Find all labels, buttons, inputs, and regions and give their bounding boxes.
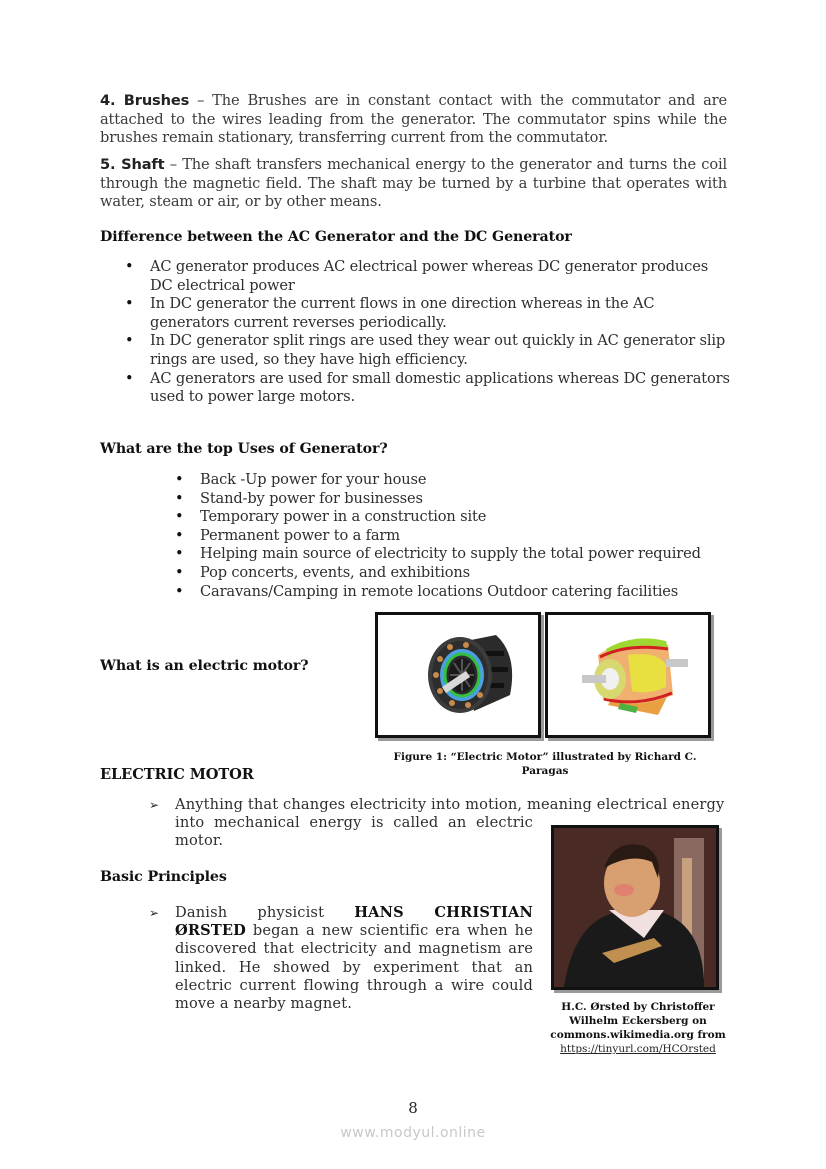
- shaft-paragraph: [100, 156, 727, 212]
- list-item: • Stand-by power for businesses: [175, 489, 423, 507]
- page-number: 8: [408, 1099, 418, 1117]
- motor-definition: ➢ Anything that changes electricity into motion, meaning electrical energy into mechanical energy is called an electric motor.: [149, 796, 725, 850]
- list-item: • AC generator produces AC electrical power whereas DC generator produces DC electrical power: [125, 258, 709, 294]
- difference-list: [125, 258, 730, 407]
- oersted-name: HANS CHRISTIAN ØRSTED: [175, 904, 533, 940]
- bullet-icon: •: [175, 582, 184, 600]
- basic-principles-heading: Basic Principles: [100, 869, 227, 885]
- bullet-icon: •: [125, 332, 134, 350]
- brushes-paragraph: [100, 92, 727, 148]
- list-item: • AC generators are used for small domestic applications whereas DC generators used to power large motors.: [125, 369, 730, 406]
- electric-motor-cutaway-image: [545, 612, 711, 738]
- list-item: • In DC generator the current flows in one direction whereas in the AC generators current reverses periodically.: [125, 295, 655, 331]
- arrow-bullet-icon: ➢: [149, 798, 160, 812]
- arrow-bullet-icon: ➢: [149, 906, 160, 920]
- bullet-icon: •: [175, 563, 184, 581]
- shaft-label: 5. Shaft: [100, 156, 165, 173]
- list-item: • Back -Up power for your house: [175, 471, 427, 488]
- portrait-caption: H.C. Ørsted by Christoffer Wilhelm Eckersberg on commons.wikimedia.org from https://tinyurl.com/HCOrsted: [550, 1001, 726, 1055]
- bullet-icon: •: [125, 295, 134, 313]
- electric-motor-stator-image: [375, 612, 541, 738]
- bullet-icon: •: [125, 258, 134, 275]
- uses-list: [175, 471, 740, 601]
- bullet-icon: •: [175, 508, 184, 526]
- bullet-icon: •: [175, 545, 184, 563]
- watermark: www.modyul.online: [340, 1125, 486, 1141]
- bullet-icon: •: [125, 369, 134, 387]
- list-item: • Temporary power in a construction site: [175, 508, 487, 526]
- list-item: • Permanent power to a farm: [175, 526, 400, 544]
- oersted-paragraph: ➢ Danish physicist HANS CHRISTIAN ØRSTED began a new scientific era when he discovered that electricity and magnetism are linked. He showed by experiment that an electric current flowing through a wire could move a nearby magnet.: [149, 904, 533, 1013]
- portrait-source-link[interactable]: https://tinyurl.com/HCOrsted: [560, 1043, 716, 1055]
- bullet-icon: •: [175, 489, 184, 507]
- list-item: • Helping main source of electricity to supply the total power required: [175, 545, 701, 563]
- motor-cutaway-icon: [548, 615, 708, 735]
- motor-stator-icon: [378, 615, 538, 735]
- list-item: • Pop concerts, events, and exhibitions: [175, 563, 470, 581]
- portrait-icon: [554, 828, 716, 987]
- brushes-text: – The Brushes are in constant contact with the commutator and are attached to the wires leading from the generator. The commutator spins while the brushes remain stationary, transferring current from the commutator.: [100, 92, 727, 146]
- list-item: • Caravans/Camping in remote locations Outdoor catering facilities: [175, 582, 679, 600]
- brushes-label: 4. Brushes: [100, 92, 190, 109]
- electric-motor-title: ELECTRIC MOTOR: [100, 766, 254, 783]
- list-item: • In DC generator split rings are used they wear out quickly in AC generator slip rings are used, so they have high efficiency.: [125, 332, 726, 368]
- motor-question-heading: What is an electric motor?: [100, 658, 309, 674]
- bullet-icon: •: [175, 526, 184, 544]
- oersted-portrait-image: [551, 825, 719, 990]
- bullet-icon: •: [175, 471, 184, 488]
- difference-heading: Difference between the AC Generator and the DC Generator: [100, 229, 572, 245]
- uses-heading: What are the top Uses of Generator?: [100, 441, 388, 457]
- figure-caption: Figure 1: “Electric Motor” illustrated by Richard C. Paragas: [393, 751, 697, 777]
- shaft-text: – The shaft transfers mechanical energy to the generator and turns the coil through the magnetic field. The shaft may be turned by a turbine that operates with water, steam or air, or by other means.: [100, 156, 727, 210]
